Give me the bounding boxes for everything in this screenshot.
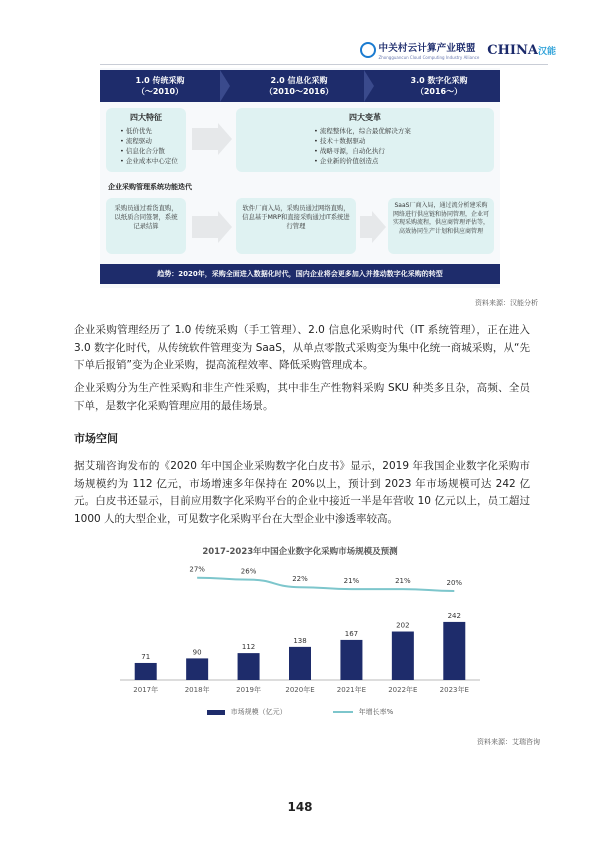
legend-item-bar xyxy=(207,707,287,717)
chart-bar xyxy=(238,653,260,680)
growth-rate-label: 22% xyxy=(292,575,308,584)
arrow-right-icon xyxy=(192,216,218,238)
changes-box xyxy=(236,108,494,172)
func-box-1 xyxy=(106,198,186,254)
hanergy-logo-tag: 汉能 xyxy=(537,46,556,57)
func-box-3-text: SaaS厂商入局，通过流分析建采购网络进行供应链和协同管理，企业可实现采购流程，供应商管理评估等，高效协同生产计划和供应商管理 xyxy=(392,202,489,235)
bar-value-label: 202 xyxy=(396,621,410,630)
legend-label-line: 年增长率% xyxy=(358,708,394,716)
arrow-right-icon xyxy=(218,123,232,155)
phase-3-years: （2016～） xyxy=(415,87,463,96)
list-item: • 战略寻源，自动化执行 xyxy=(314,146,494,156)
list-item: • 技术＋数据驱动 xyxy=(314,136,494,146)
bar-value-label: 112 xyxy=(241,643,256,652)
phase-arrow-icon xyxy=(364,70,374,102)
alliance-logo-title: 中关村云计算产业联盟 xyxy=(378,43,476,54)
phase-1 xyxy=(100,70,220,102)
header-logos xyxy=(360,40,556,60)
legend-item-line xyxy=(333,707,394,717)
growth-rate-label: 21% xyxy=(343,577,360,586)
legend-label-bar: 市场规模（亿元） xyxy=(230,708,287,716)
growth-rate-label: 27% xyxy=(189,565,205,574)
phase-3 xyxy=(378,70,500,102)
legend-swatch-bar xyxy=(207,710,225,715)
growth-rate-label: 26% xyxy=(240,567,257,576)
trend-bar: 趋势：2020年，采购全面进入数据化时代，国内企业将会更多加入并推动数字化采购的转型 xyxy=(100,264,500,284)
x-tick-label: 2021年E xyxy=(336,686,367,694)
bar-value-label: 167 xyxy=(344,629,359,638)
list-item: • 流程驱动 xyxy=(120,136,186,146)
phase-2-title: 2.0 信息化采购 xyxy=(270,76,328,85)
page-number: 148 xyxy=(287,800,313,814)
source-note: 资料来源：汉能分析 xyxy=(475,299,538,307)
bar-value-label: 138 xyxy=(293,636,307,645)
legend-swatch-line xyxy=(333,711,353,713)
hanergy-logo xyxy=(487,43,556,58)
features-box xyxy=(106,108,186,172)
arrow-right-icon xyxy=(372,211,386,243)
list-item: • 企业新的价值创造点 xyxy=(314,156,494,166)
x-tick-label: 2023年E xyxy=(439,686,469,694)
phase-arrow-icon xyxy=(220,70,230,102)
alliance-logo-subtitle: Zhongguancun Cloud Computing Industry Alliance xyxy=(378,55,480,60)
func-box-2-text: 软件厂商入局，采购员通过网络直购，信息基于MRP和直接采购通过IT系统进行管理 xyxy=(242,205,350,230)
func-box-2 xyxy=(236,198,356,254)
phase-2-years: （2010～2016） xyxy=(264,87,334,96)
chart-bar xyxy=(340,640,362,680)
bar-value-label: 90 xyxy=(192,648,202,657)
chart-bar xyxy=(135,663,157,680)
arrow-right-icon xyxy=(192,128,218,150)
phase-bar xyxy=(100,70,500,102)
func-box-1-text: 采购员通过看货直购，以纸质合同签署，系统记录结算 xyxy=(114,205,178,230)
chart-bar xyxy=(186,658,208,680)
bar-value-label: 71 xyxy=(141,652,151,661)
bar-value-label: 242 xyxy=(447,611,461,620)
features-list xyxy=(106,126,186,166)
procurement-evolution-diagram xyxy=(100,68,500,288)
growth-rate-line xyxy=(197,578,454,591)
phase-2 xyxy=(234,70,364,102)
features-title: 四大特征 xyxy=(130,113,162,122)
func-box-3 xyxy=(388,198,494,254)
x-tick-label: 2022年E xyxy=(388,686,418,694)
phase-1-years: （～2010） xyxy=(136,87,184,96)
header-divider xyxy=(100,64,548,65)
x-tick-label: 2017年 xyxy=(133,686,159,694)
arrow-right-icon xyxy=(218,211,232,243)
section-heading: 市场空间 xyxy=(74,432,118,445)
list-item: • 流程整体化，综合最优解决方案 xyxy=(314,126,494,136)
list-item: • 低价优先 xyxy=(120,126,186,136)
chart-legend xyxy=(100,707,500,717)
list-item: • 信息化合分散 xyxy=(120,146,186,156)
arrow-right-icon xyxy=(360,216,372,238)
section-label: 企业采购管理系统功能迭代 xyxy=(108,183,192,191)
growth-rate-label: 21% xyxy=(395,577,411,586)
x-tick-label: 2019年 xyxy=(236,686,261,694)
paragraph-1: 企业采购管理经历了 1.0 传统采购（手工管理）、2.0 信息化采购时代（IT 系统管理），正在进入 3.0 数字化时代，从传统软件管理变为 SaaS，从单点零散式采购变为集中化统一商城采购，从“先下单后报销”变为企业采购，提高流程效率、降低采购管理成本。 xyxy=(74,324,530,371)
growth-rate-label: 20% xyxy=(446,579,463,587)
paragraph-2: 企业采购分为生产性采购和非生产性采购，其中非生产性物料采购 SKU 种类多且杂，高频、全员下单，是数字化采购管理应用的最佳场景。 xyxy=(74,382,530,412)
market-size-chart xyxy=(100,560,500,700)
hanergy-logo-main: CHINA xyxy=(487,42,538,58)
phase-1-title: 1.0 传统采购 xyxy=(135,76,185,85)
x-tick-label: 2020年E xyxy=(285,686,315,694)
chart-source-note: 资料来源：艾瑞咨询 xyxy=(477,738,540,746)
changes-title: 四大变革 xyxy=(349,113,381,122)
phase-3-title: 3.0 数字化采购 xyxy=(410,76,468,85)
paragraph-3: 据艾瑞咨询发布的《2020 年中国企业采购数字化白皮书》显示，2019 年我国企业数字化采购市场规模约为 112 亿元，市场增速多年保持在 20%以上，预计到 2023 年市场规模可达 242 亿元。白皮书还显示，目前应用数字化采购平台的企业中接近一半是年营收 10 亿元以上，员工超过 1000 人的大型企业，可见数字化采购平台在大型企业中渗透率较高。 xyxy=(74,460,530,525)
chart-bar xyxy=(289,647,311,680)
list-item: • 企业成本中心定位 xyxy=(120,156,186,166)
alliance-logo-mark xyxy=(360,42,376,58)
x-tick-label: 2018年 xyxy=(184,686,210,694)
changes-list xyxy=(236,126,494,166)
chart-bar xyxy=(392,632,414,680)
alliance-logo xyxy=(360,40,480,60)
chart-bar xyxy=(443,622,465,680)
chart-title: 2017-2023年中国企业数字化采购市场规模及预测 xyxy=(202,547,398,557)
